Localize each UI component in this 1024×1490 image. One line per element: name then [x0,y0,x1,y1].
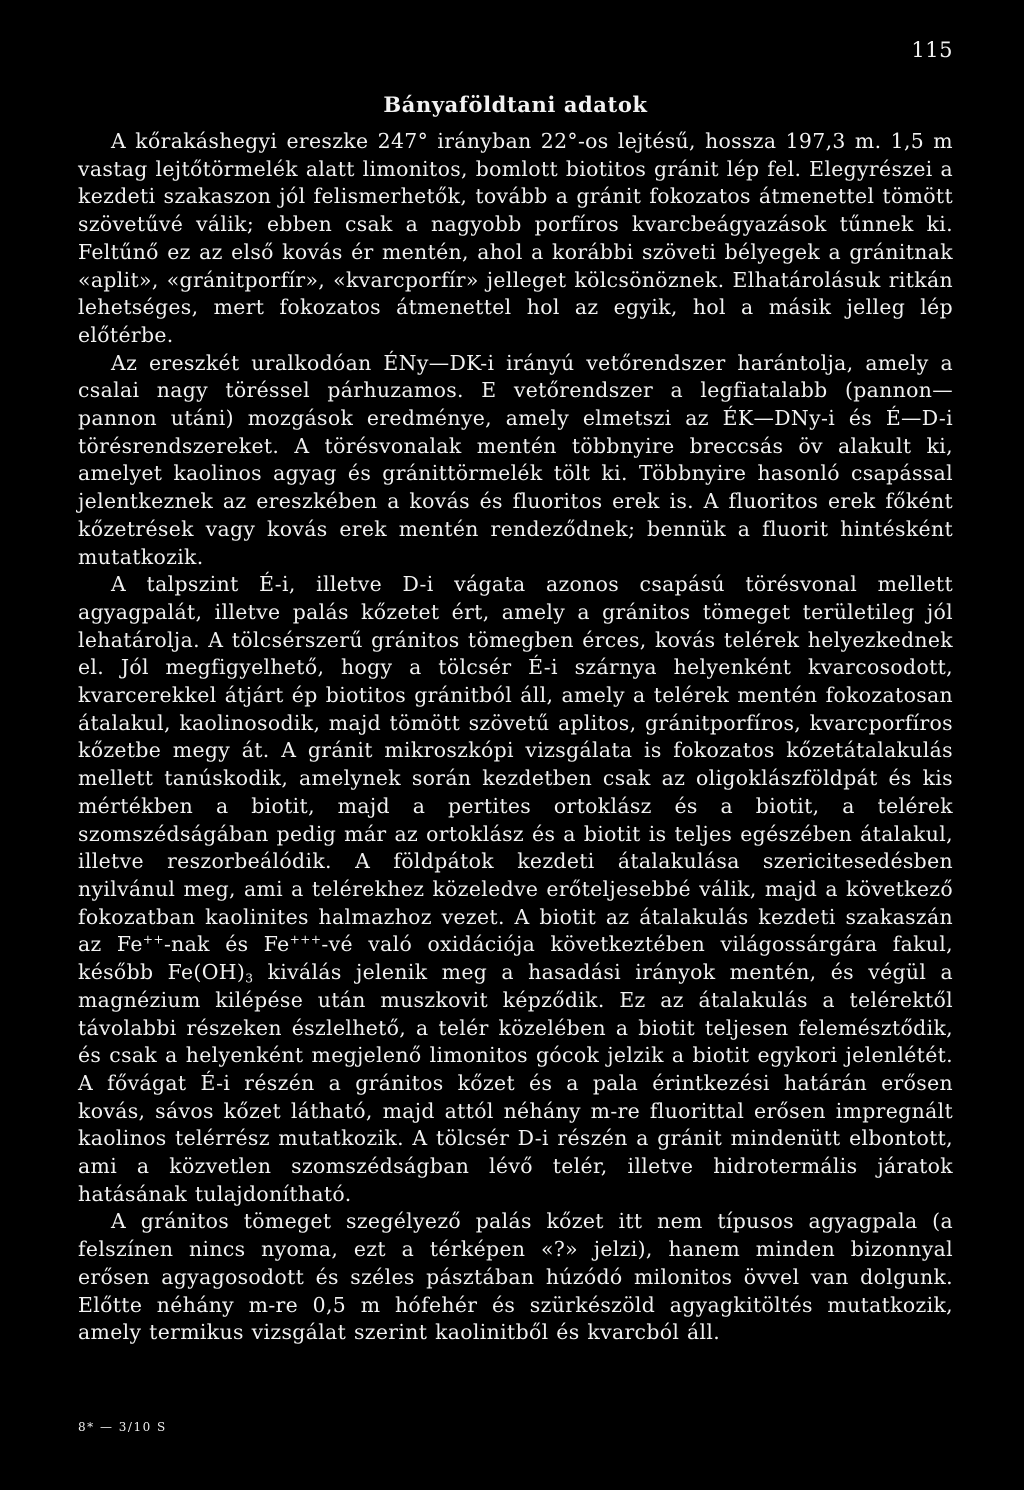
superscript: ++ [142,933,164,948]
text-run: kiválás jelenik meg a hasadási irányok mentén, és végül a magnézium kilépése után muszkovit képződik. Ez az átalakulás a telérektől távolabbi részeken észlelhető, a telér közelében a biotit teljesen felemésztődik, és csak a helyenként megjelenő limonitos gócok jelzik a biotit egykori jelenlétét. A fővágat É-i részén a gránitos kőzet és a pala érintkezési határán erősen kovás, sávos kőzet látható, majd attól néhány m-re fluorittal erősen impregnált kaolinos telérrész mutatkozik. A tölcsér D-i részén a gránit mindenütt elbontott, ami a közvetlen szomszédságban lévő telér, illetve hidrotermális járatok hatásának tulajdonítható. [78,960,953,1206]
text-run: A talpszint É-i, illetve D-i vágata azonos csapású törésvonal mellett agyagpalát, illetve palás kőzetet ért, amely a gránitos tömeget területileg jól lehatárolja. A tölcsérszerű gránitos tömegben érces, kovás telérek helyezkednek el. Jól megfigyelhető, hogy a tölcsér É-i szárnya helyenként kvarcosodott, kvarcerekkel átjárt ép biotitos gránitból áll, amely a telérek mentén fokozatosan átalakul, kaolinosodik, majd tömött szövetű aplitos, gránitporfíros, kvarcporfíros kőzetbe megy át. A gránit mikroszkópi vizsgálata is fokozatos kőzetátalakulás mellett tanúskodik, amelynek során kezdetben csak az oligoklászföldpát és kis mértékben a biotit, majd a pertites ortoklász és a biotit, a telérek szomszédságában pedig már az ortoklász és a biotit is teljes egészében átalakul, illetve reszorbeálódik. A földpátok kezdeti átalakulása szericitesedésben nyilvánul meg, ami a telérekhez közeledve erőteljesebbé válik, majd a következő fokozatban kaolinites halmazhoz vezet. A biotit az átalakulás kezdeti szakaszán az Fe [78,572,953,957]
superscript: +++ [289,933,322,948]
text-run: -vé való oxidációja következtében világossárgára fakul, később Fe(OH) [78,932,953,985]
page-number: 115 [911,38,953,62]
paragraph [78,350,953,572]
printer-signature: 8* — 3/10 S [78,1420,167,1434]
text-run: -nak és Fe [163,932,290,957]
paragraph [78,571,953,1208]
body-text [78,128,953,1347]
subscript: 3 [245,971,254,986]
text-run: A kőrakáshegyi ereszke 247° irányban 22°-os lejtésű, hossza 197,3 m. 1,5 m vastag lejtőtörmelék alatt limonitos, bomlott biotitos gránit lép fel. Elegyrészei a kezdeti szakaszon jól felismerhetők, tovább a gránit fokozatos átmenettel tömött szövetűvé válik; ebben csak a nagyobb porfíros kvarcbeágyazások tűnnek ki. Feltűnő ez az első kovás ér mentén, ahol a korábbi szöveti bélyegek a gránitnak «aplit», «gránitporfír», «kvarcporfír» jelleget kölcsönöznek. Elhatárolásuk ritkán lehetséges, mert fokozatos átmenettel hol az egyik, hol a másik jelleg lép előtérbe. [78,129,953,347]
paragraph [78,128,953,350]
paragraph [78,1208,953,1347]
text-run: Az ereszkét uralkodóan ÉNy—DK-i irányú vetőrendszer harántolja, amely a csalai nagy töréssel párhuzamos. E vetőrendszer a legfiatalabb (pannon—pannon utáni) mozgások eredménye, amely elmetszi az ÉK—DNy-i és É—D-i törésrendszereket. A törésvonalak mentén többnyire breccsás öv alakult ki, amelyet kaolinos agyag és gránittörmelék tölt ki. Többnyire hasonló csapással jelentkeznek az ereszkében a kovás és fluoritos erek is. A fluoritos erek főként kőzetrések vagy kovás erek mentén rendeződnek; bennük a fluorit hintésként mutatkozik. [78,350,953,569]
document-page [78,0,953,1490]
section-title: Bányaföldtani adatok [383,92,648,117]
text-run: A gránitos tömeget szegélyező palás kőzet itt nem típusos agyagpala (a felszínen nincs nyoma, ezt a térképen «?» jelzi), hanem minden bizonnyal erősen agyagosodott és széles pásztában húzódó milonitos övvel van dolgunk. Előtte néhány m-re 0,5 m hófehér és szürkészöld agyagkitöltés mutatkozik, amely termikus vizsgálat szerint kaolinitből és kvarcból áll. [78,1209,953,1345]
